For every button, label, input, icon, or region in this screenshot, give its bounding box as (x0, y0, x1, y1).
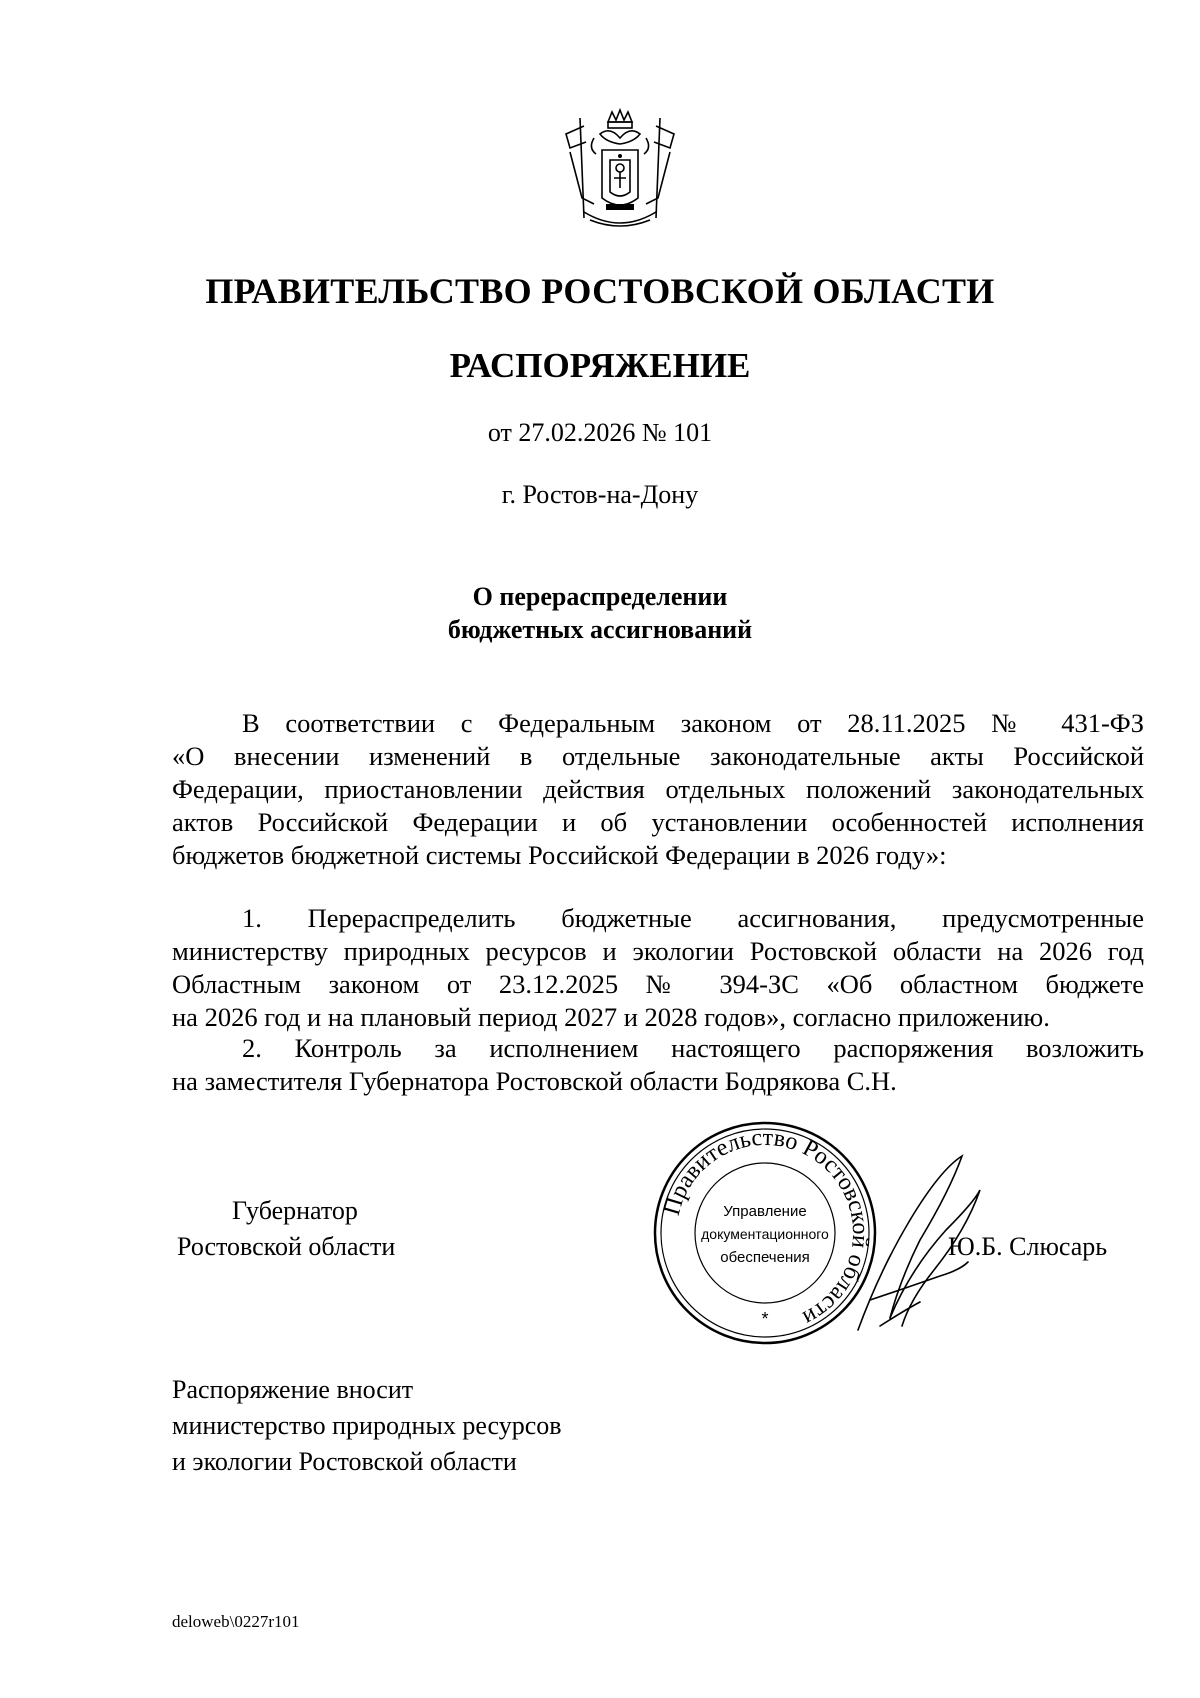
stamp-center-line-1: Управление (723, 1203, 807, 1220)
introduced-by-line: министерство природных ресурсов (172, 1411, 562, 1440)
official-stamp (650, 1118, 880, 1348)
item-2-line: 2. Контроль за исполнением настоящего распоряжения возложить (242, 1033, 1144, 1063)
item-2-line: на заместителя Губернатора Ростовской области Бодрякова С.Н. (172, 1066, 897, 1096)
item-1-line: Областным законом от 23.12.2025 № 394-ЗС «Об областном бюджете (172, 969, 1144, 999)
date-number: от 27.02.2026 № 101 (487, 418, 713, 447)
governor-region: Ростовской области (177, 1232, 396, 1261)
stamp-ring-text: Правительство Ростовской области (658, 1124, 874, 1332)
preamble-paragraph (172, 707, 1144, 872)
preamble-line: бюджетов бюджетной системы Российской Федерации в 2026 году»: (172, 840, 947, 870)
governor-title: Губернатор (232, 1196, 358, 1225)
subject-line-1: О перераспределении (472, 582, 728, 611)
introduced-by-line: Распоряжение вносит (172, 1375, 414, 1404)
introduced-by-line: и экологии Ростовской области (172, 1447, 517, 1476)
city: г. Ростов-на-Дону (501, 480, 699, 509)
stamp-center-line-2: документационного (701, 1226, 829, 1242)
document-subject (0, 580, 1200, 646)
file-reference: deloweb\0227r101 (172, 1612, 300, 1631)
stamp-center-line-3: обеспечения (720, 1249, 810, 1266)
item-1-paragraph (172, 902, 1144, 1034)
item-1-line: на 2026 год и на плановый период 2027 и 2028 годов», согласно приложению. (172, 1002, 1050, 1032)
signatory-name: Ю.Б. Слюсарь (948, 1232, 1108, 1261)
item-1-line: 1. Перераспределить бюджетные ассигнования, предусмотренные (242, 903, 1144, 933)
item-1-line: министерству природных ресурсов и экологии Ростовской области на 2026 год (172, 936, 1144, 966)
preamble-line: В соответствии с Федеральным законом от 28.11.2025 № 431-ФЗ (242, 708, 1144, 738)
preamble-line: актов Российской Федерации и об установлении особенностей исполнения (172, 807, 1144, 837)
stamp-star: * (761, 1309, 769, 1329)
introduced-by-note (172, 1372, 562, 1480)
preamble-line: Федерации, приостановлении действия отдельных положений законодательных (172, 774, 1144, 804)
item-2-paragraph (172, 1032, 1144, 1098)
subject-line-2: бюджетных ассигнований (447, 615, 753, 644)
preamble-line: «О внесении изменений в отдельные законодательные акты Российской (172, 741, 1144, 771)
coat-of-arms-icon (560, 108, 680, 234)
document-type: РАСПОРЯЖЕНИЕ (449, 346, 751, 385)
authority-title: ПРАВИТЕЛЬСТВО РОСТОВСКОЙ ОБЛАСТИ (205, 271, 995, 311)
